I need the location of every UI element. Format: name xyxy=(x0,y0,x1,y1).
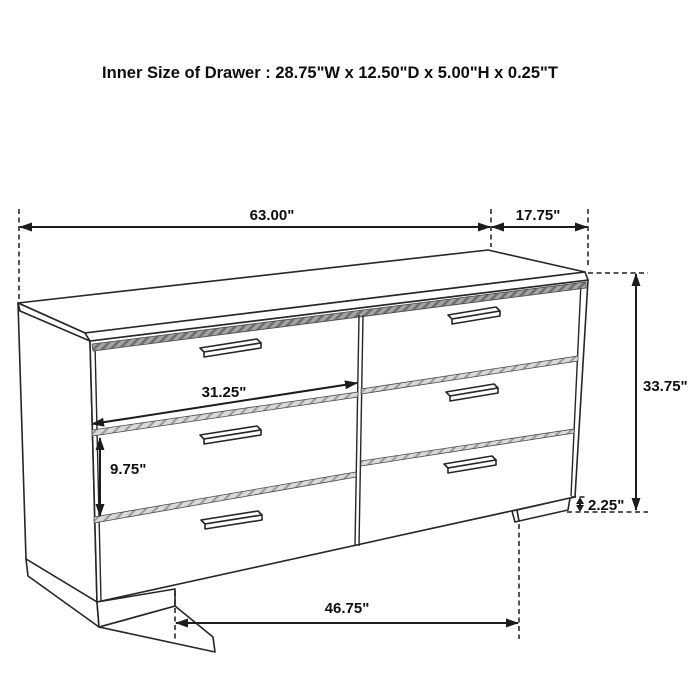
diagram-title: Inner Size of Drawer : 28.75"W x 12.50"D x 5.00"H x 0.25"T xyxy=(102,64,558,82)
dim-drawer-width-label: 31.25" xyxy=(201,384,247,401)
dim-drawer-height-label: 9.75" xyxy=(110,461,147,478)
dim-base-span-label: 46.75" xyxy=(324,600,370,617)
dim-top-depth-label: 17.75" xyxy=(515,207,561,224)
dim-overall-height-label: 33.75" xyxy=(643,378,688,395)
dim-top-width-label: 63.00" xyxy=(249,207,295,224)
dim-base-clearance-label: 2.25" xyxy=(588,497,625,514)
dresser-left-side-panel xyxy=(18,303,97,602)
